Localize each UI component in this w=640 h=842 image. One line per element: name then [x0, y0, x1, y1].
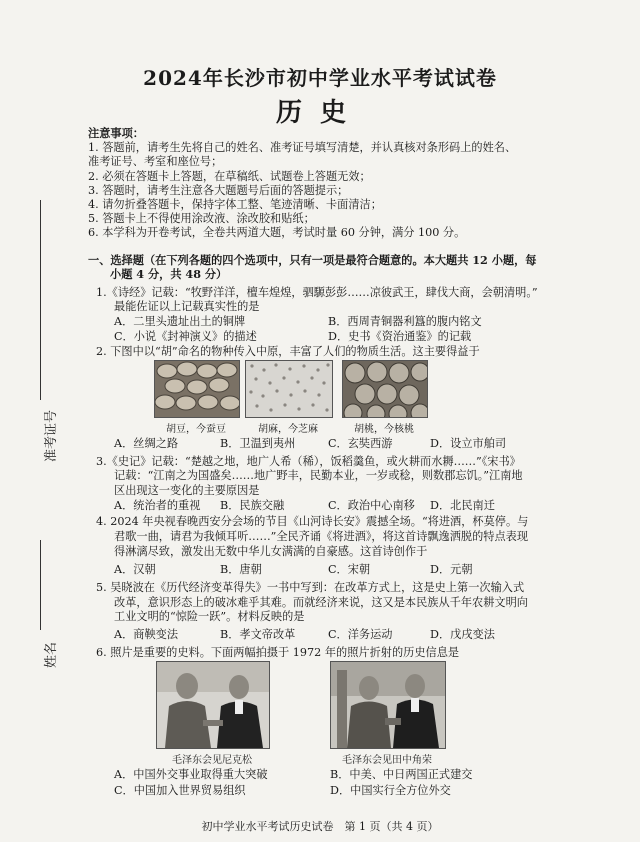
q1-option-a: A．二里头遗址出土的铜牌 — [114, 315, 246, 328]
q1-option-b: B．西周青铜器利簋的腹内铭文 — [328, 315, 482, 328]
section-heading: 一、选择题（在下列各题的四个选项中，只有一项是最符合题意的。本大题共 12 小题，每 — [88, 253, 537, 267]
q1-option-c: C．小说《封神演义》的描述 — [114, 330, 257, 343]
notice-item: 4. 请勿折叠答题卡，保持字体工整、笔迹清晰、卡面清洁； — [88, 198, 382, 211]
notice-item: 2. 必须在答题卡上答题，在草稿纸、试题卷上答题无效； — [88, 170, 371, 183]
q3-option-a: A．统治者的重视 — [114, 499, 201, 512]
q3-option-d: D．北民南迁 — [430, 499, 495, 512]
question-5: 5. 吴晓波在《历代经济变革得失》一书中写到：在改革方式上，这是史上第一次输入式 — [96, 581, 525, 594]
q5-option-d: D．戊戌变法 — [430, 628, 495, 641]
q6-option-c: C．中国加入世界贸易组织 — [114, 784, 246, 797]
question-3: 3.《史记》记载：“楚越之地，地广人希（稀），饭稻羹鱼，或火耕而水耨……”《宋书》 — [96, 455, 521, 468]
q6-option-a: A．中国外交事业取得重大突破 — [114, 768, 268, 781]
mao-nixon-photo — [156, 661, 270, 749]
notice-item: 6. 本学科为开卷考试，全卷共两道大题，考试时量 60 分钟，满分 100 分。 — [88, 226, 466, 239]
question-6: 6. 照片是重要的史料。下面两幅拍摄于 1972 年的照片折射的历史信息是 — [96, 646, 460, 659]
question-2: 2. 下图中以“胡”命名的物种传入中原，丰富了人们的物质生活。这主要得益于 — [96, 345, 480, 358]
notice-heading: 注意事项： — [88, 126, 144, 140]
q3-option-b: B．民族交融 — [220, 499, 285, 512]
q4-option-a: A．汉朝 — [114, 563, 156, 576]
question-1-cont: 最能佐证以上记载真实性的是 — [114, 300, 260, 313]
subject-title: 历史 — [275, 98, 364, 128]
notice-item: 准考证号、考室和座位号； — [88, 155, 223, 168]
q2-option-c: C．玄奘西游 — [328, 437, 393, 450]
walnut-photo — [342, 360, 428, 418]
q3-option-c: C．政治中心南移 — [328, 499, 415, 512]
q4-option-b: B．唐朝 — [220, 563, 262, 576]
notice-item: 5. 答题卡上不得使用涂改液、涂改胶和贴纸； — [88, 212, 315, 225]
exam-id-line — [40, 200, 41, 400]
question-1: 1.《诗经》记载：“牧野洋洋，檀车煌煌，驷騵彭彭……凉彼武王，肆伐大商，会朝清明。” — [96, 286, 538, 299]
exam-id-label: 准考证号 — [44, 409, 59, 462]
caption-walnut: 胡桃，今核桃 — [354, 424, 414, 435]
q4-option-c: C．宋朝 — [328, 563, 371, 576]
broad-bean-photo — [154, 360, 240, 418]
question-3-cont: 记载：“江南之为国盛矣……地广野丰，民勤本业，一岁或稔，则数郡忘饥。”江南地 — [114, 469, 523, 482]
q2-option-a: A．丝绸之路 — [114, 437, 179, 450]
caption-mao-tanaka: 毛泽东会见田中角荣 — [342, 755, 432, 766]
q4-option-d: D．元朝 — [430, 563, 473, 576]
q1-option-d: D．史书《资治通鉴》的记载 — [328, 330, 472, 343]
question-5-cont: 工业文明的“惊险一跃”。材料反映的是 — [114, 610, 305, 623]
caption-mao-nixon: 毛泽东会见尼克松 — [172, 755, 252, 766]
section-heading-cont: 小题 4 分，共 48 分） — [110, 267, 228, 281]
notice-item: 1. 答题前，请考生先将自己的姓名、准考证号填写清楚，并认真核对条形码上的姓名、 — [88, 141, 517, 154]
question-3-cont: 区出现这一变化的主要原因是 — [114, 484, 260, 497]
q2-option-b: B．卫温到夷州 — [220, 437, 296, 450]
q5-option-c: C．洋务运动 — [328, 628, 393, 641]
caption-broad-bean: 胡豆，今蚕豆 — [166, 424, 226, 435]
caption-sesame: 胡麻，今芝麻 — [258, 424, 318, 435]
question-5-cont: 改革，意识形态上的破冰难乎其难。而就经济来说，这又是本民族从千年农耕文明向 — [114, 596, 528, 609]
question-4-cont: 君歌一曲，请君为我倾耳听……”全民齐诵《将进酒》，将这首诗飘逸洒脱的特点表现 — [114, 530, 529, 543]
name-line — [40, 540, 41, 630]
q2-option-d: D．设立市舶司 — [430, 437, 507, 450]
mao-tanaka-photo — [330, 661, 446, 749]
q5-option-b: B．孝文帝改革 — [220, 628, 296, 641]
q6-option-b: B．中美、中日两国正式建交 — [330, 768, 473, 781]
q6-option-d: D．中国实行全方位外交 — [330, 784, 451, 797]
q5-option-a: A．商鞅变法 — [114, 628, 179, 641]
exam-title: 2024年长沙市初中学业水平考试试卷 — [143, 66, 497, 90]
page-footer: 初中学业水平考试历史试卷 第 1 页（共 4 页） — [201, 820, 439, 833]
name-label: 姓名 — [44, 641, 59, 668]
notice-item: 3. 答题时，请考生注意各大题题号后面的答题提示； — [88, 184, 349, 197]
sesame-photo — [245, 360, 333, 418]
question-4-cont: 得淋漓尽致，激发出无数中华儿女满满的自豪感。这首诗创作于 — [114, 545, 428, 558]
question-4: 4. 2024 年央视春晚西安分会场的节目《山河诗长安》震撼全场。“将进酒，杯莫停。与 — [96, 515, 529, 528]
